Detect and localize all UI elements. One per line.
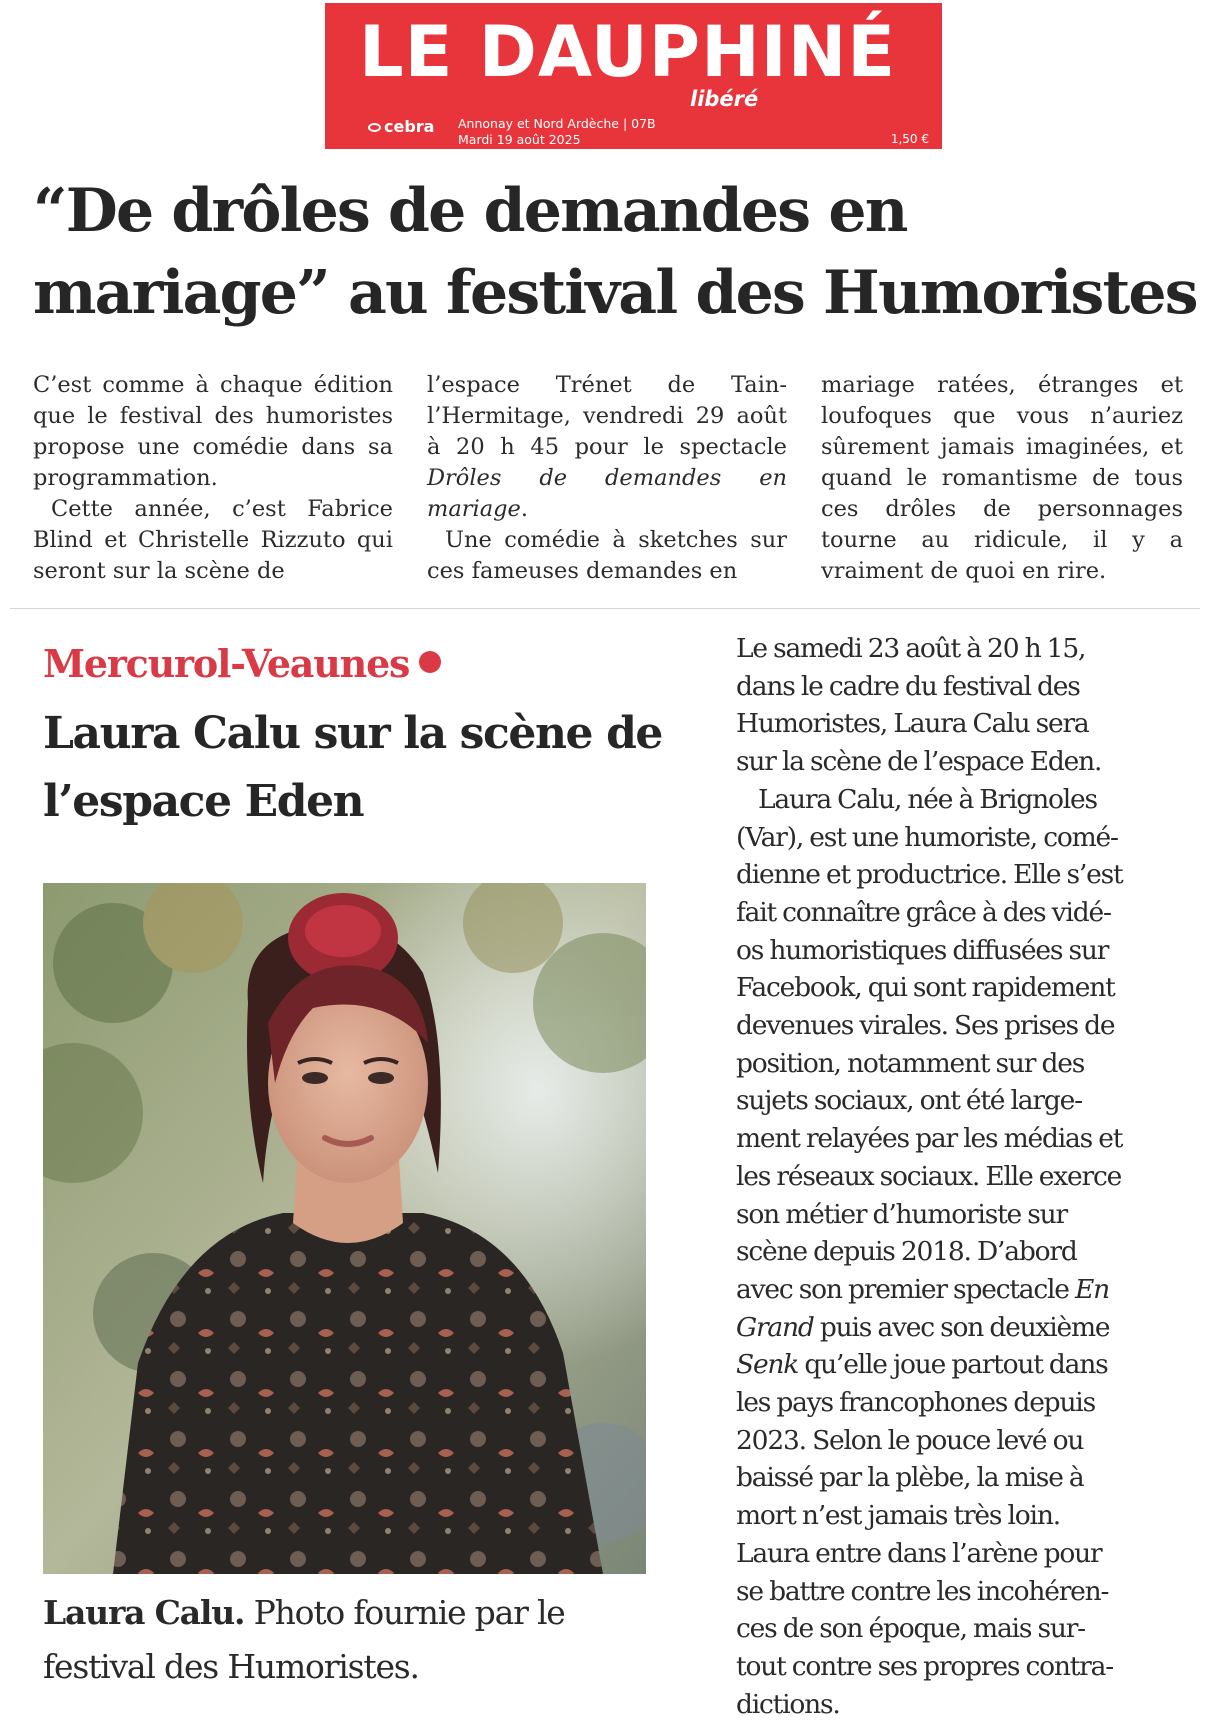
bullet-dot-icon — [419, 651, 441, 673]
text-line: les réseaux sociaux. Elle exerce — [736, 1160, 1122, 1192]
text-line — [736, 1346, 1186, 1384]
edition-label: Annonay et Nord Ardèche | 07B — [458, 116, 656, 131]
text-line — [736, 1309, 1186, 1347]
text-line: mort n’est jamais très loin. — [736, 1500, 1060, 1532]
article-column-1 — [33, 370, 393, 587]
text-line: sujets sociaux, ont été large- — [736, 1085, 1082, 1117]
text-line: Humoristes, Laura Calu sera — [736, 708, 1089, 740]
photo-illustration — [43, 883, 646, 1574]
photo-caption — [43, 1586, 663, 1694]
text-line: dictions. — [736, 1688, 840, 1720]
text-span: qu’elle joue partout dans — [798, 1349, 1108, 1381]
brand-icon — [368, 123, 381, 132]
text-line: baissé par la plèbe, la mise à — [736, 1462, 1084, 1494]
text-line: ment relayées par les médias et — [736, 1123, 1123, 1155]
article-headline-2: Laura Calu sur la scène de l’espace Eden — [43, 708, 663, 827]
text-line: Laura entre dans l’arène pour — [736, 1537, 1102, 1569]
text-line: ces de son époque, mais sur- — [736, 1613, 1085, 1645]
text-line: les pays francophones depuis — [736, 1387, 1095, 1419]
brand-logo — [368, 119, 434, 135]
text-line: Facebook, qui sont rapidement — [736, 972, 1115, 1004]
paragraph: mariage ratées, étranges et loufoques que vous n’auriez sûrement jamais imaginées, et quand le romantisme de tous ces drôles de personnages tourne au ridicule, il y a vraiment de quoi en rire. — [821, 372, 1183, 584]
location-kicker — [43, 641, 441, 686]
issue-price: 1,50 € — [890, 132, 929, 146]
show-title: En — [1075, 1273, 1110, 1305]
text-line: 2023. Selon le pouce levé ou — [736, 1424, 1084, 1456]
text-line: se battre contre les incohéren- — [736, 1575, 1109, 1607]
text-line: tout contre ses propres contra- — [736, 1650, 1113, 1682]
text-span: l’espace Trénet de Tain-l’Hermitage, vendredi 29 août à 20 h 45 pour le spectacle — [427, 372, 787, 460]
paragraph: Cette année, c’est Fabrice Blind et Christelle Rizzuto qui seront sur la scène de — [33, 496, 393, 584]
article-column-2 — [427, 370, 787, 587]
newspaper-subtitle: libéré — [690, 87, 759, 111]
newspaper-masthead — [325, 3, 942, 149]
text-line: os humoristiques diffusées sur — [736, 934, 1109, 966]
edition-info — [458, 116, 656, 148]
caption-name: Laura Calu. — [43, 1593, 245, 1632]
portrait-photo — [43, 883, 646, 1574]
caption-credit: Photo fournie par le festival des Humoristes. — [43, 1593, 565, 1686]
text-line: Laura Calu, née à Brignoles — [758, 783, 1097, 815]
text-line: sur la scène de l’espace Eden. — [736, 746, 1102, 778]
text-span: puis avec son deuxième — [813, 1311, 1110, 1343]
paragraph: C’est comme à chaque édition que le festival des humoristes propose une comédie dans sa programmation. — [33, 372, 393, 491]
section-divider — [10, 608, 1200, 609]
edition-date: Mardi 19 août 2025 — [458, 132, 581, 147]
text-line: son métier d’humoriste sur — [736, 1198, 1067, 1230]
show-title: Grand — [736, 1311, 814, 1343]
text-line: dienne et productrice. Elle s’est — [736, 859, 1123, 891]
paragraph: Une comédie à sketches sur ces fameuses demandes en — [427, 527, 787, 584]
text-line: fait connaître grâce à des vidé- — [736, 896, 1111, 928]
paragraph — [427, 370, 787, 525]
text-line: position, notamment sur des — [736, 1047, 1085, 1079]
brand-name: cebra — [384, 117, 435, 136]
text-line — [736, 1271, 1186, 1309]
text-line: Le samedi 23 août à 20 h 15, — [736, 633, 1086, 664]
paragraph — [736, 781, 1186, 1723]
show-title: Senk — [736, 1349, 799, 1381]
text-line: scène depuis 2018. D’abord — [736, 1236, 1077, 1268]
text-line: dans le cadre du festival des — [736, 670, 1080, 702]
kicker-text: Mercurol-Veaunes — [43, 641, 410, 686]
show-title: Drôles de demandes en mariage — [427, 465, 787, 522]
text-line: (Var), est une humoriste, comé- — [736, 821, 1118, 853]
text-line: devenues virales. Ses prises de — [736, 1010, 1115, 1042]
text-span: . — [520, 496, 528, 522]
paragraph — [736, 630, 1186, 781]
newspaper-title: LE DAUPHINÉ — [359, 11, 897, 93]
article-column-3 — [821, 370, 1183, 587]
text-span: avec son premier spectacle — [736, 1273, 1076, 1305]
article-headline: “De drôles de demandes en mariage” au festival des Humoristes — [33, 176, 1197, 328]
article-body-2 — [736, 630, 1186, 1723]
